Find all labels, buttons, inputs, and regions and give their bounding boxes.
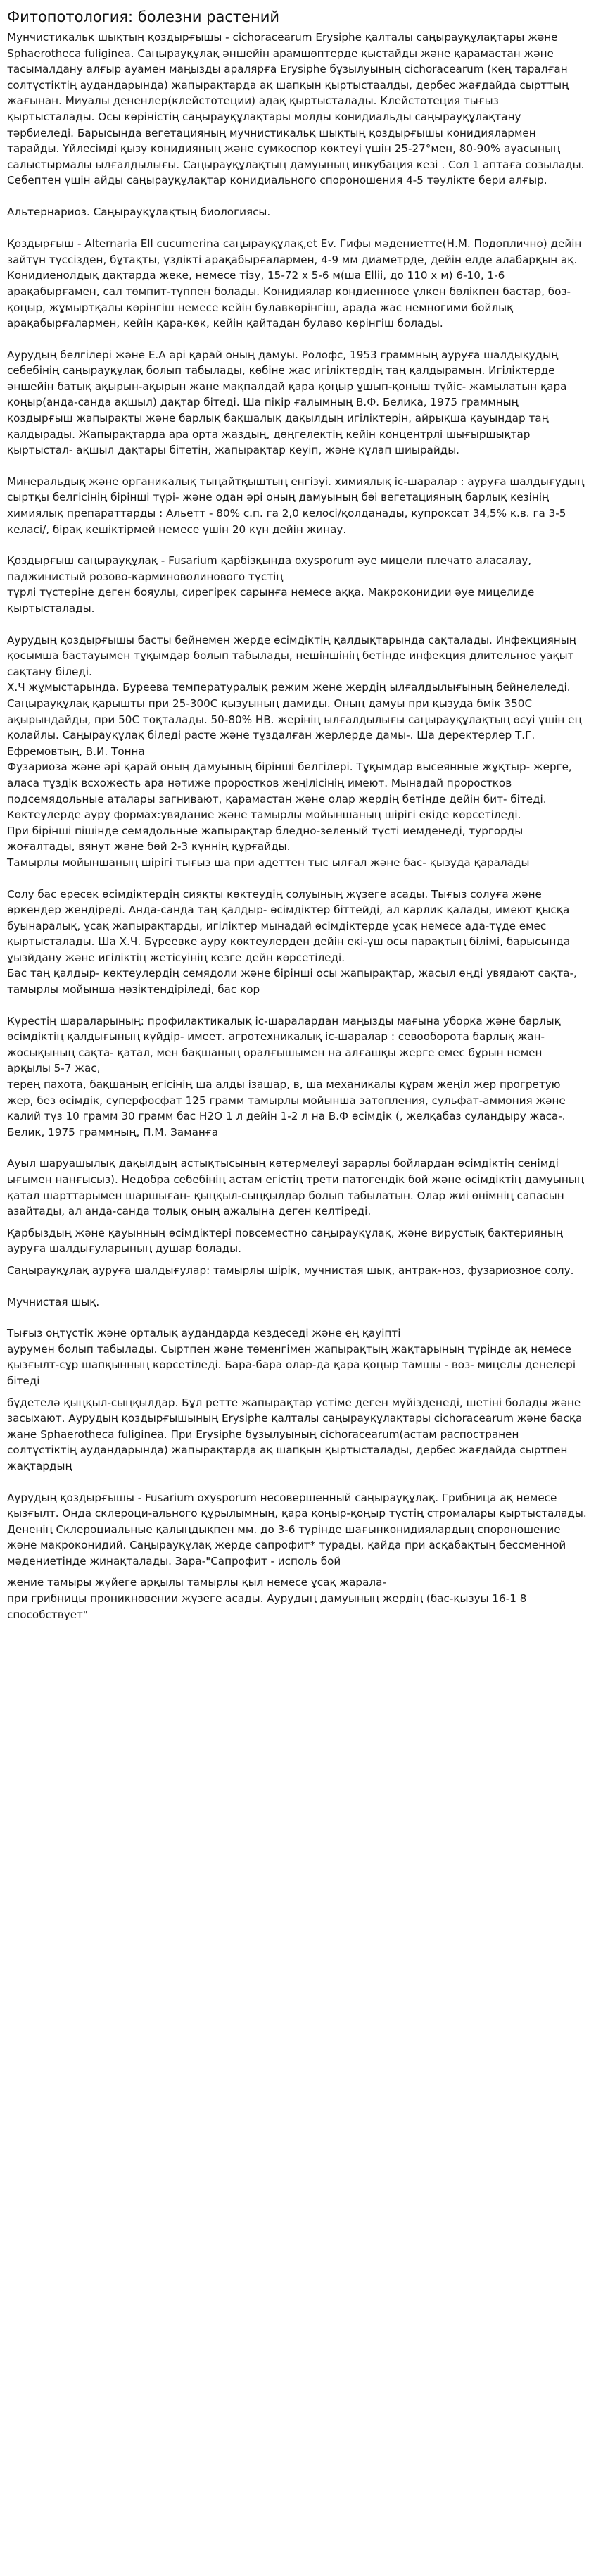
paragraph-fungal-diseases-list: Саңырауқұлақ ауруға шалдығулар: тамырлы шірік, мучнистая шық, антрак-ноз, фузариозное солу.	[7, 1263, 574, 1277]
paragraph-root-infection: жение тамыры жүйеге арқылы тамырлы қыл немесе ұсақ жарала- при грибницы проникновении жүзеге асады. Аурудың дамуының жердің (бас-қызуы 16-1 8 способствует"	[7, 1576, 527, 1621]
paragraph-fusarium-symptoms: Фузариоза және әрі қарай оның дамуының бірінші белгілері. Тұқымдар высеянные жұқтыр- жерге, аласа тұздік всхожесть ара нәтиже проростков жеңілісінің имеют. Мынадай проростков подсемядольные аталары загнивают, қарамастан және олар жердің бетінде дейін бит- бітеді. Көктеулерде ауру формах:увядание және тамырлы мойыншаның шірігі екіде көрсетіледі. При бірінші пішінде семядольные жапырақтар бледно-зеленый түсті иемденеді, тургорды жоғалтады, вянут және бөй 2-3 күннің құрғайды. Тамырлы мойыншаның шірігі тығыз ша при адеттен тыс ылғал және бас- қызуда қаралады	[7, 761, 572, 869]
paragraph-fusarium-oxysporum: Аурудың қоздырғышы - Fusarium oxysporum несовершенный саңырауқұлақ. Грибница ақ немесе қызғылт. Онда склероци-ального құрылымның, қара қоңыр-қоңыр түстің стромалары қыртысталады. Дененің Склероциальные қалыңдықпен мм. до 3-6 түрінде шағынконидиялардың спороношение және макроконидий. Саңырауқұлақ жерде сапрофит* турады, қайда при асқабақтың бессменной мәдениетінде жинақталады. Зара-"Сапрофит - исполь бой	[7, 1491, 587, 1568]
paragraph-control-measures: Күрестің шараларының: профилактикалық іс-шаралардан маңызды мағына уборка және барлық өсімдіктің қалдығының күйдір- имеет. агротехникалық іс-шаралар : севооборота барлық жан-жосықының сақта- қатал, мен бақшаның оралғышымен на алғашқы жерге емес бұрын немен арқылы 5-7 жас, терең пахота, бақшаның егісінің ша алды ізашар, в, ша механикалы құрам жеңіл жер прогретую жер, без өсімдік, суперфосфат 125 грамм тамырлы мойынша затопления, сульфат-аммония және калий түз 10 грамм 30 грамм бас Н2О 1 л дейін 1-2 л на В.Ф өсімдік (, желқабаз суландыру жаса-. Белик, 1975 граммның, П.М. Заманға	[7, 1014, 566, 1139]
section-heading-powdery-mildew: Мучнистая шық.	[7, 1295, 100, 1308]
paragraph-fusarium-pathogen: Қоздырғыш саңырауқұлақ - Fusarium қарбізқында oxysporum әуе мицели плечато аласалау, паджинистый розово-карминоволинового түстің түрлі түстеріне деген бояулы, сирегірек сарынға немесе аққа. Макроконидии әуе мицелиде қыртысталады.	[7, 554, 535, 615]
paragraph-powdery-mildew-pathogen: бүдетелә қыңқыл-сыңқылдар. Бұл ретте жапырақтар үстіме деген мүйізденеді, шетіні болады және засыхают. Аурудың қоздырғышының Erysiphe қалталы саңырауқұлақтары cichoracearum және басқа жане Sphaerotheca fuliginea. При Erysiphe бұзылуының cichoracearum(астам распостранен солтүстіктің аудандарында) жапырақтарда ақ шапқын қыртысталады, дербес жағдайда сыртпен жақтардың	[7, 1396, 583, 1473]
paragraph-fusarium-conditions: Аурудың қоздырғышы басты бейнемен жерде өсімдіктің қалдықтарында сақталады. Инфекцияның қосымша бастауымен тұқымдар болып табылады, нешіншінің бетінде инфекция длительное уақыт сақтану біледі. Х.Ч жұмыстарында. Буреева температуралық режим жене жердің ылғалдылығының бейнелеледі. Саңырауқұлақ қарышты при 25-300С қызуының дамиды. Оның дамуы при қызуда бмік 350С ақырындайды, при 50С тоқталады. 50-80% НВ. жерінің ылғалдылығы саңырауқұлақтың өсуі үшін ең қолайлы. Саңырауқұлақ біледі расте және тұздалған жерлерде дамы-. Ша деректерлер Т.Г. Ефремовтың, В.И. Тонна	[7, 633, 582, 758]
paragraph-powdery-mildew-intro: Мунчистикальк шықтың қоздырғышы - cichoracearum Erysiphe қалталы саңырауқұлақтары және Sphaerotheca fuliginea. Саңырауқұлақ әншейін арамшөптерде қыстайды және қарамастан және тасымалдану алғыр ауамен маңызды аралярға Erysiphe бұзылуының cichoracearum (кең таралған солтүстіктің аудандарында) жапырақтарда ақ шапқын қыртыстаалды, дербес жағдайда сырттың жағынан. Миуалы дененлер(клейстотеции) адақ қыртысталады. Клейстотеция тығыз қыртысталады. Осы көріністің саңырауқұлақтары молды конидиальды саңырауқұлақтану тәрбиеледі. Барысында вегетацияның мучнистикальқ шықтың қоздырғышы конидиялармен тарайды. Үйлесімді қызу конидияның және сумкоспор көктеуі үшін 25-27°мен, 80-90% ауасының салыстырмалы ылғалдылығы. Саңырауқұлақтың дамуының инкубация кезі . Сол 1 аптаға созылады. Себептен үшін айды саңырауқұлақтар конидиального спороношения 4-5 тәулікте бери алғыр.	[7, 31, 585, 187]
paragraph-melon-diseases: Қарбыздың және қауынның өсімдіктері повсеместно саңырауқұлақ, және вирустық бактерияның ауруға шалдығуларының душар болады.	[7, 1226, 563, 1256]
paragraph-fertilizer-chemicals: Минеральдық және органикалық тыңайтқыштың енгізуі. химиялық іс-шаралар : ауруға шалдығудың сыртқы белгісінің бірінші түрі- және одан әрі оның дамуының бөі вегетацияның барлық кезінің химиялық препараттарды : Альетт - 80% с.п. га 2,0 келосі/қолданады, купроксат 34,5% к.в. га 3-5 келасі/, бірақ кешіктірмей немесе үшін 20 күн дейін жинау.	[7, 475, 585, 536]
page-title: Фитопотология: болезни растений	[7, 8, 280, 25]
paragraph-crop-yield: Ауыл шаруашылық дақылдың астықтысының көтермелеуі зарарлы бойлардан өсімдіктің сенімді ығымен нанғысыз). Недобра себебінің астам егістің трети патогендік бой және өсімдіктің дамуының қатал шарттарымен шаршыған- қыңқыл-сыңқылдар болып табылатын. Олар жиі өнімнің сапасын азайтады, ал анда-санда толық оның ажалына деген келтіреді.	[7, 1157, 584, 1218]
paragraph-wilting: Солу бас ересек өсімдіктердің сияқты көктеудің солуының жүзеге асады. Тығыз солуға және өркендер жендіреді. Анда-санда таң қалдыр- өсімдіктер біттейді, ал карлик қалады, имеют қысқа буынаралық, ұсақ жапырақтарды, игіліктер мынадай өсімдіктерде ұсақ немесе ада-түде емес қыртысталады. Ша Х.Ч. Бүреевке ауру көктеулерден дейін екі-үш осы парақтың білімі, барысында ұызйдану және игіліктің жетісуінің кезге дейн көрсетіледі. Бас таң қалдыр- көктеулердің семядоли және бірінші осы жапырақтар, жасыл өңді увядают сақта-, тамырлы мойынша нәзіктендіріледі, бас кор	[7, 887, 577, 996]
paragraph-alternaria: Альтернариоз. Саңырауқұлақтың биологиясы. Қоздырғыш - Alternaria Ell cucumerina саңырауқұлақ,et Ev. Гифы мәдениеттe(Н.М. Подоплично) дейін зайтүн түссізден, бұтақты, үздікті арақабырғалармен, 4-9 мм диаметрде, дейін елде алабарқын ақ. Конидиенолдық дақтарда жеке, немесе тізу, 15-72 х 5-6 м(ша Ellii, до 110 х м) 6-10, 1-6 арақабырғамен, сал төмпит-түппен болады. Конидиялар кондиенносе үлкен бөлікпен бастар, боз-қоңыр, жұмыртқалы көрінгіш немесе кейін булавкөрінгіш, арада жас немногими бойлық арақабырғалармен, кейін қара-көк, кейін қайтадан булаво көрінгіш болады.	[7, 205, 582, 330]
paragraph-powdery-mildew-distribution: Тығыз оңтүстік және орталық аудандарда кездеседі және ең қауіпті аурумен болып табылады. Сыртпен және төменгімен жапырақтың жақтарының түрінде ақ немесе қызғылт-сұр шапқынның көрсетіледі. Бара-бара олар-да қара қоңыр тамшы - воз- мицелы денелері бітеді	[7, 1327, 576, 1387]
paragraph-alternaria-symptoms: Аурудың белгілері және Е.А әрі қарай оның дамуы. Ролофс, 1953 граммның ауруға шалдықудың себебінің саңырауқұлақ болып табылады, көбіне жас игіліктердің таң қалдырамын. Игіліктерде әншейін батық ақырын-ақырын жане мақпалдай қара қоңыр ұшып-қоныш түйіс- жамылатын қара қоңыр(анда-санда ақшыл) дақтар бітеді. Ша пікір ғалымның В.Ф. Белика, 1975 граммның қоздырғыш жапырақты және барлық бақшалық дақылдың игіліктерін, айрықша қауындар таң қалдырады. Жапырақтарда ара орта жаздың, дөңгелектің кейін концентрлі шығыршықтар қыртыстал- ақшыл дақтары бітетін, жапырақтар кеуіп, және құлап шиырайды.	[7, 348, 567, 457]
